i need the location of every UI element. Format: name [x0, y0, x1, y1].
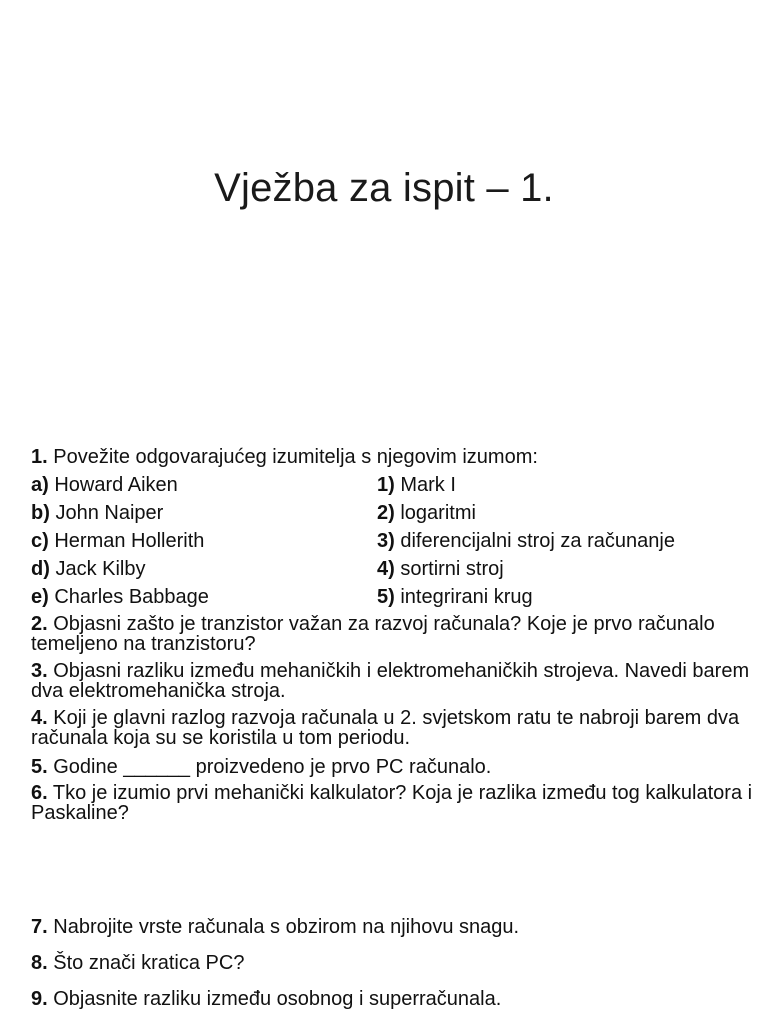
match-left-key: b)	[31, 502, 50, 524]
match-left-value: John Naiper	[55, 502, 164, 524]
question-number: 9.	[31, 988, 48, 1010]
question-number: 7.	[31, 916, 48, 938]
match-right-key: 5)	[377, 586, 395, 608]
question-text: Povežite odgovarajućeg izumitelja s njegovim izumom:	[53, 446, 538, 468]
question-text: Tko je izumio prvi mehanički kalkulator? Koja je razlika između tog kalkulatora i Paskaline?	[31, 782, 753, 824]
match-left-key: e)	[31, 586, 49, 608]
question-number: 4.	[31, 707, 48, 729]
match-right-value: logaritmi	[400, 502, 476, 524]
match-row	[31, 527, 761, 555]
match-right-key: 2)	[377, 502, 395, 524]
page-title: Vježba za ispit – 1.	[214, 166, 554, 210]
question-number: 8.	[31, 952, 48, 974]
match-right-value: sortirni stroj	[400, 558, 504, 580]
question-1	[31, 443, 761, 611]
question-text: Nabrojite vrste računala s obzirom na njihovu snagu.	[53, 916, 520, 938]
question-number: 2.	[31, 613, 48, 635]
question-2	[31, 614, 761, 654]
question-number: 6.	[31, 782, 48, 804]
question-text: Koji je glavni razlog razvoja računala u 2. svjetskom ratu te nabroji barem dva računala koja su se koristila u tom periodu.	[31, 707, 740, 749]
question-8	[31, 945, 761, 981]
question-text: Godine ______ proizvedeno je prvo PC računalo.	[53, 756, 492, 778]
match-left-value: Jack Kilby	[55, 558, 146, 580]
question-text: Objasni zašto je tranzistor važan za razvoj računala? Koje je prvo računalo temeljeno na tranzistoru?	[31, 613, 715, 655]
match-left-value: Charles Babbage	[54, 586, 209, 608]
question-3	[31, 661, 761, 701]
match-right-key: 3)	[377, 530, 395, 552]
question-9	[31, 981, 761, 1017]
question-text: Što znači kratica PC?	[53, 952, 245, 974]
question-7	[31, 909, 761, 945]
match-row	[31, 471, 761, 499]
match-row	[31, 499, 761, 527]
match-left-key: c)	[31, 530, 49, 552]
question-4	[31, 708, 761, 748]
match-left-key: a)	[31, 474, 49, 496]
match-right-value: diferencijalni stroj za računanje	[400, 530, 675, 552]
match-row	[31, 555, 761, 583]
match-row	[31, 583, 761, 611]
question-1-prompt	[31, 443, 761, 471]
match-left-value: Howard Aiken	[54, 474, 178, 496]
match-right-value: Mark I	[400, 474, 456, 496]
match-right-key: 1)	[377, 474, 395, 496]
match-left-key: d)	[31, 558, 50, 580]
match-right-key: 4)	[377, 558, 395, 580]
bottom-question-list	[31, 909, 761, 1017]
match-right-value: integrirani krug	[400, 586, 533, 608]
question-text: Objasni razliku između mehaničkih i elektromehaničkih strojeva. Navedi barem dva elektromehanička stroja.	[31, 660, 750, 702]
question-list	[31, 614, 761, 830]
question-5	[31, 755, 761, 779]
question-number: 1.	[31, 446, 48, 468]
question-text: Objasnite razliku između osobnog i superračunala.	[53, 988, 502, 1010]
question-number: 3.	[31, 660, 48, 682]
question-6	[31, 783, 761, 823]
match-left-value: Herman Hollerith	[54, 530, 205, 552]
question-number: 5.	[31, 756, 48, 778]
